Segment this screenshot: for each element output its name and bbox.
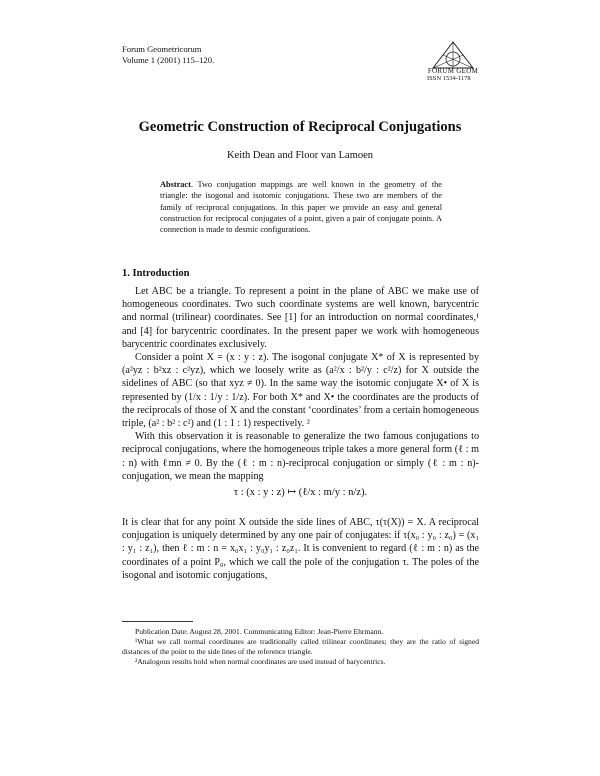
paragraph-4: It is clear that for any point X outside the side lines of ABC, τ(τ(X)) = X. A reciprocal conjugation is uniquely determined by any one pair of conjugates: if τ(x₀ : y₀ : z₀) = (x₁ : y₁ : z₁), then ℓ : m : n = x₀x₁ : y₀y₁ : z₀z₁. It is convenient to regard (ℓ : m : n) as the coordinates of a point P₀, which we call the pole of the conjugation τ. The poles of the isogonal and isotomic conjugations, [122,517,479,581]
paragraph-3: With this observation it is reasonable to generalize the two famous conjugations to reciprocal conjugations, where the homogeneous triple takes a more general form (ℓ : m : n) with ℓmn ≠ 0. By the (ℓ : m : n)-reciprocal conjugation or simply (ℓ : m : n)-conjugation, we mean the mapping [122,431,479,482]
mapping-formula: τ : (x : y : z) ↦ (ℓ/x : m/y : n/z). [233,487,368,498]
body-text-1 [122,285,479,483]
abstract-text: . Two conjugation mappings are well known in the geometry of the triangle: the isogonal and isotomic conjugations. These two are members of the family of reciprocal conjugations. In this paper we provide an easy and general construction for reciprocal conjugates of a point, given a pair of conjugate points. A connection is made to desmic configurations. [160,180,442,235]
abstract [160,179,442,235]
paragraph-1: Let ABC be a triangle. To represent a point in the plane of ABC we make use of homogeneous coordinates. Two such coordinate systems are well known, barycentric and normal (trilinear) coordinates. See [1] for an introduction on normal coordinates,¹ and [4] for barycentric coordinates. In the present paper we work with homogeneous barycentric coordinates exclusively. [122,286,479,350]
body-text-2 [122,516,479,582]
footnote-rule [122,621,193,622]
abstract-label: Abstract [160,180,191,189]
paper-title: Geometric Construction of Reciprocal Conjugations [138,119,462,135]
footnote-1: ¹What we call normal coordinates are traditionally called trilinear coordinates; they are the ratio of signed distances of the point to the side lines of the reference triangle. [122,637,479,656]
journal-name: Forum Geometricorum [122,44,202,54]
publication-note: Publication Date: August 28, 2001. Communicating Editor: Jean-Pierre Ehrmann. [135,627,384,636]
paragraph-2: Consider a point X = (x : y : z). The isogonal conjugate X* of X is represented by (a²yz : b²xz : c²yz), which we loosely write as (a²/x : b²/y : c²/z) for X outside the sidelines of ABC (so that xyz ≠ 0). In the same way the isotomic conjugate X• of X is represented by (1/x : 1/y : 1/z). For both X* and X• the coordinates are the products of the reciprocals of those of X and the constant ‘coordinates’ from a certain homogeneous triple, (a² : b² : c²) and (1 : 1 : 1) respectively. ² [122,352,479,430]
logo-text: FORUM GEOM [427,67,479,75]
footnote-2: ²Analogous results hold when normal coordinates are used instead of barycentrics. [135,657,386,666]
triangle-logo-icon [424,40,482,70]
volume-info: Volume 1 (2001) 115–120. [122,54,215,65]
footnotes [122,627,479,667]
authors: Keith Dean and Floor van Lamoen [226,150,374,161]
running-header [122,44,214,65]
section-heading: 1. Introduction [122,268,190,279]
issn: ISSN 1534-1178 [427,75,471,82]
